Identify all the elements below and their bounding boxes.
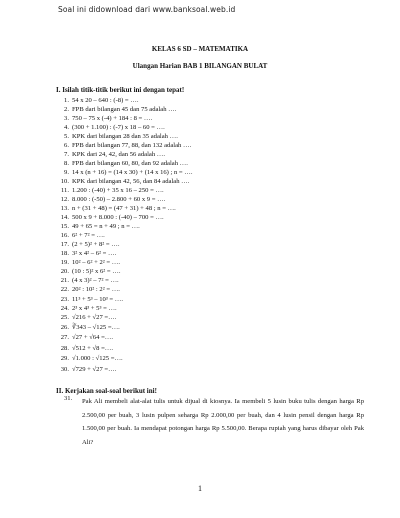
question-text: 3² x 4² – 6² = …. (72, 250, 117, 258)
question-number: 28. (60, 344, 69, 352)
question-text: 6² + 7² = …. (72, 232, 105, 240)
question-text: √1.000 : √125 =…. (72, 355, 123, 363)
question-item (58, 276, 358, 285)
question-text: (300 + 1.100) : (-7) x 18 – 60 = …. (72, 123, 165, 131)
question-number: 19. (60, 259, 69, 267)
question-text: 1.200 : (-40) + 35 x 16 – 250 = …. (72, 186, 164, 194)
question-text: 54 x 20 – 640 : (-8) = …. (72, 96, 139, 104)
question-text: 500 x 9 + 8.000 : (-40) – 700 = …. (72, 214, 164, 222)
question-number: 24. (60, 304, 69, 312)
question-item (58, 365, 358, 375)
download-source-watermark: Soal ini didownload dari www.banksoal.web.id (58, 5, 236, 14)
question-item (58, 96, 358, 105)
question-item (58, 304, 358, 313)
question-text: (2 + 5)² + 8² = …. (72, 241, 120, 249)
question-item (58, 249, 358, 258)
question-number: 10. (60, 177, 69, 185)
question-number: 21. (60, 277, 69, 285)
question-item (58, 168, 358, 177)
question-text: FPB dari bilangan 60, 80, dan 92 adalah …. (72, 159, 188, 167)
question-text: KPK dari bilangan 42, 56, dan 84 adalah …. (72, 177, 190, 185)
question-item (58, 222, 358, 231)
question-number: 14. (60, 214, 69, 222)
question-text: KPK dari 24, 42, dan 56 adalah …. (72, 150, 166, 158)
question-text: 10² – 6² + 2² = …. (72, 259, 120, 267)
question-text: √729 + √27 =…. (72, 365, 117, 373)
question-number: 25. (60, 313, 69, 321)
question-number: 31. (64, 395, 73, 402)
question-item (58, 177, 358, 186)
question-number: 16. (60, 232, 69, 240)
question-item (58, 105, 358, 114)
section-2-heading: II. Kerjakan soal-soal berikut ini! (56, 387, 157, 395)
question-number: 27. (60, 334, 69, 342)
question-item (58, 150, 358, 159)
question-number: 6. (64, 141, 69, 149)
question-text: 11³ + 5³ – 10³ = …. (72, 295, 124, 303)
question-item (58, 354, 358, 364)
question-number: 7. (64, 150, 69, 158)
question-item (58, 186, 358, 195)
question-item (58, 285, 358, 294)
question-item (58, 204, 358, 213)
question-text: Pak Ali membeli alat-alat tulis untuk dijual di kiosnya. Ia membeli 5 lusin buku tulis dengan harga Rp 2.500,00 per buah, 3 lusin pulpen seharga Rp 2.000,00 per buah, dan 4 lusin pensil dengan harga Rp 1.500,00 per buah. Ia mendapat potongan harga Rp 5.500,00. Berapa rupiah yang harus dibayar oleh Pak Ali? (82, 398, 364, 447)
section-1-question-list (58, 96, 358, 375)
question-number: 2. (64, 105, 69, 113)
question-item (58, 141, 358, 150)
question-text: FPB dari bilangan 77, 88, dan 132 adalah …. (72, 141, 192, 149)
question-item (58, 267, 358, 276)
question-number: 22. (60, 286, 69, 294)
question-number: 3. (64, 114, 69, 122)
document-subtitle: Ulangan Harian BAB 1 BILANGAN BULAT (132, 62, 268, 70)
question-text: 49 + 65 = n + 49 ; n = …. (72, 223, 140, 231)
question-number: 15. (60, 223, 69, 231)
question-item (58, 132, 358, 141)
question-item (58, 159, 358, 168)
question-number: 13. (60, 205, 69, 213)
question-number: 9. (64, 168, 69, 176)
question-text: 750 – 75 x (-4) + 184 : 8 = …. (72, 114, 153, 122)
question-item (58, 344, 358, 354)
question-number: 5. (64, 132, 69, 140)
question-text: 20² : 10² : 2² = …. (72, 286, 120, 294)
question-number: 29. (60, 355, 69, 363)
question-number: 20. (60, 268, 69, 276)
question-item (58, 333, 358, 343)
question-text: (10 : 5)² x 6² = …. (72, 268, 121, 276)
question-item (58, 213, 358, 222)
document-title: KELAS 6 SD – MATEMATIKA (151, 45, 249, 53)
question-item (58, 295, 358, 304)
question-number: 11. (61, 186, 69, 194)
question-text: √216 + √27 =…. (72, 313, 117, 321)
page-number: 1 (198, 484, 202, 493)
question-number: 17. (60, 241, 69, 249)
question-text: KPK dari bilangan 28 dan 35 adalah …. (72, 132, 178, 140)
question-item (58, 323, 358, 333)
question-number: 8. (64, 159, 69, 167)
question-item (58, 195, 358, 204)
question-item (58, 258, 358, 267)
question-number: 4. (64, 123, 69, 131)
question-text: √512 + √8 =…. (72, 344, 114, 352)
question-item (58, 123, 358, 132)
question-number: 26. (60, 324, 69, 332)
question-number: 23. (60, 295, 69, 303)
question-text: 8.000 : (-50) – 2.800 + 60 x 9 = …. (72, 196, 166, 204)
question-item (58, 313, 358, 323)
question-text: n + (31 + 48) = (47 + 31) + 48 ; n = …. (72, 205, 176, 213)
question-text: √27 + √64 =…. (72, 334, 114, 342)
question-number: 12. (60, 196, 69, 204)
question-number: 1. (64, 96, 69, 104)
question-text: 2³ x 4³ + 5³ = …. (72, 304, 117, 312)
question-number: 18. (60, 250, 69, 258)
question-text: FPB dari bilangan 45 dan 75 adalah …. (72, 105, 177, 113)
question-text: 14 x (n + 16) = (14 x 30) + (14 x 16) ; n = …. (72, 168, 193, 176)
question-item (58, 240, 358, 249)
question-text: (4 x 3)² – 7² = …. (72, 277, 119, 285)
question-number: 30. (60, 365, 69, 373)
question-item (58, 231, 358, 240)
question-text: ∛343 – √125 =…. (72, 324, 120, 332)
section-1-heading: I. Isilah titik-titik berikut ini dengan tepat! (56, 86, 185, 94)
question-item (58, 114, 358, 123)
